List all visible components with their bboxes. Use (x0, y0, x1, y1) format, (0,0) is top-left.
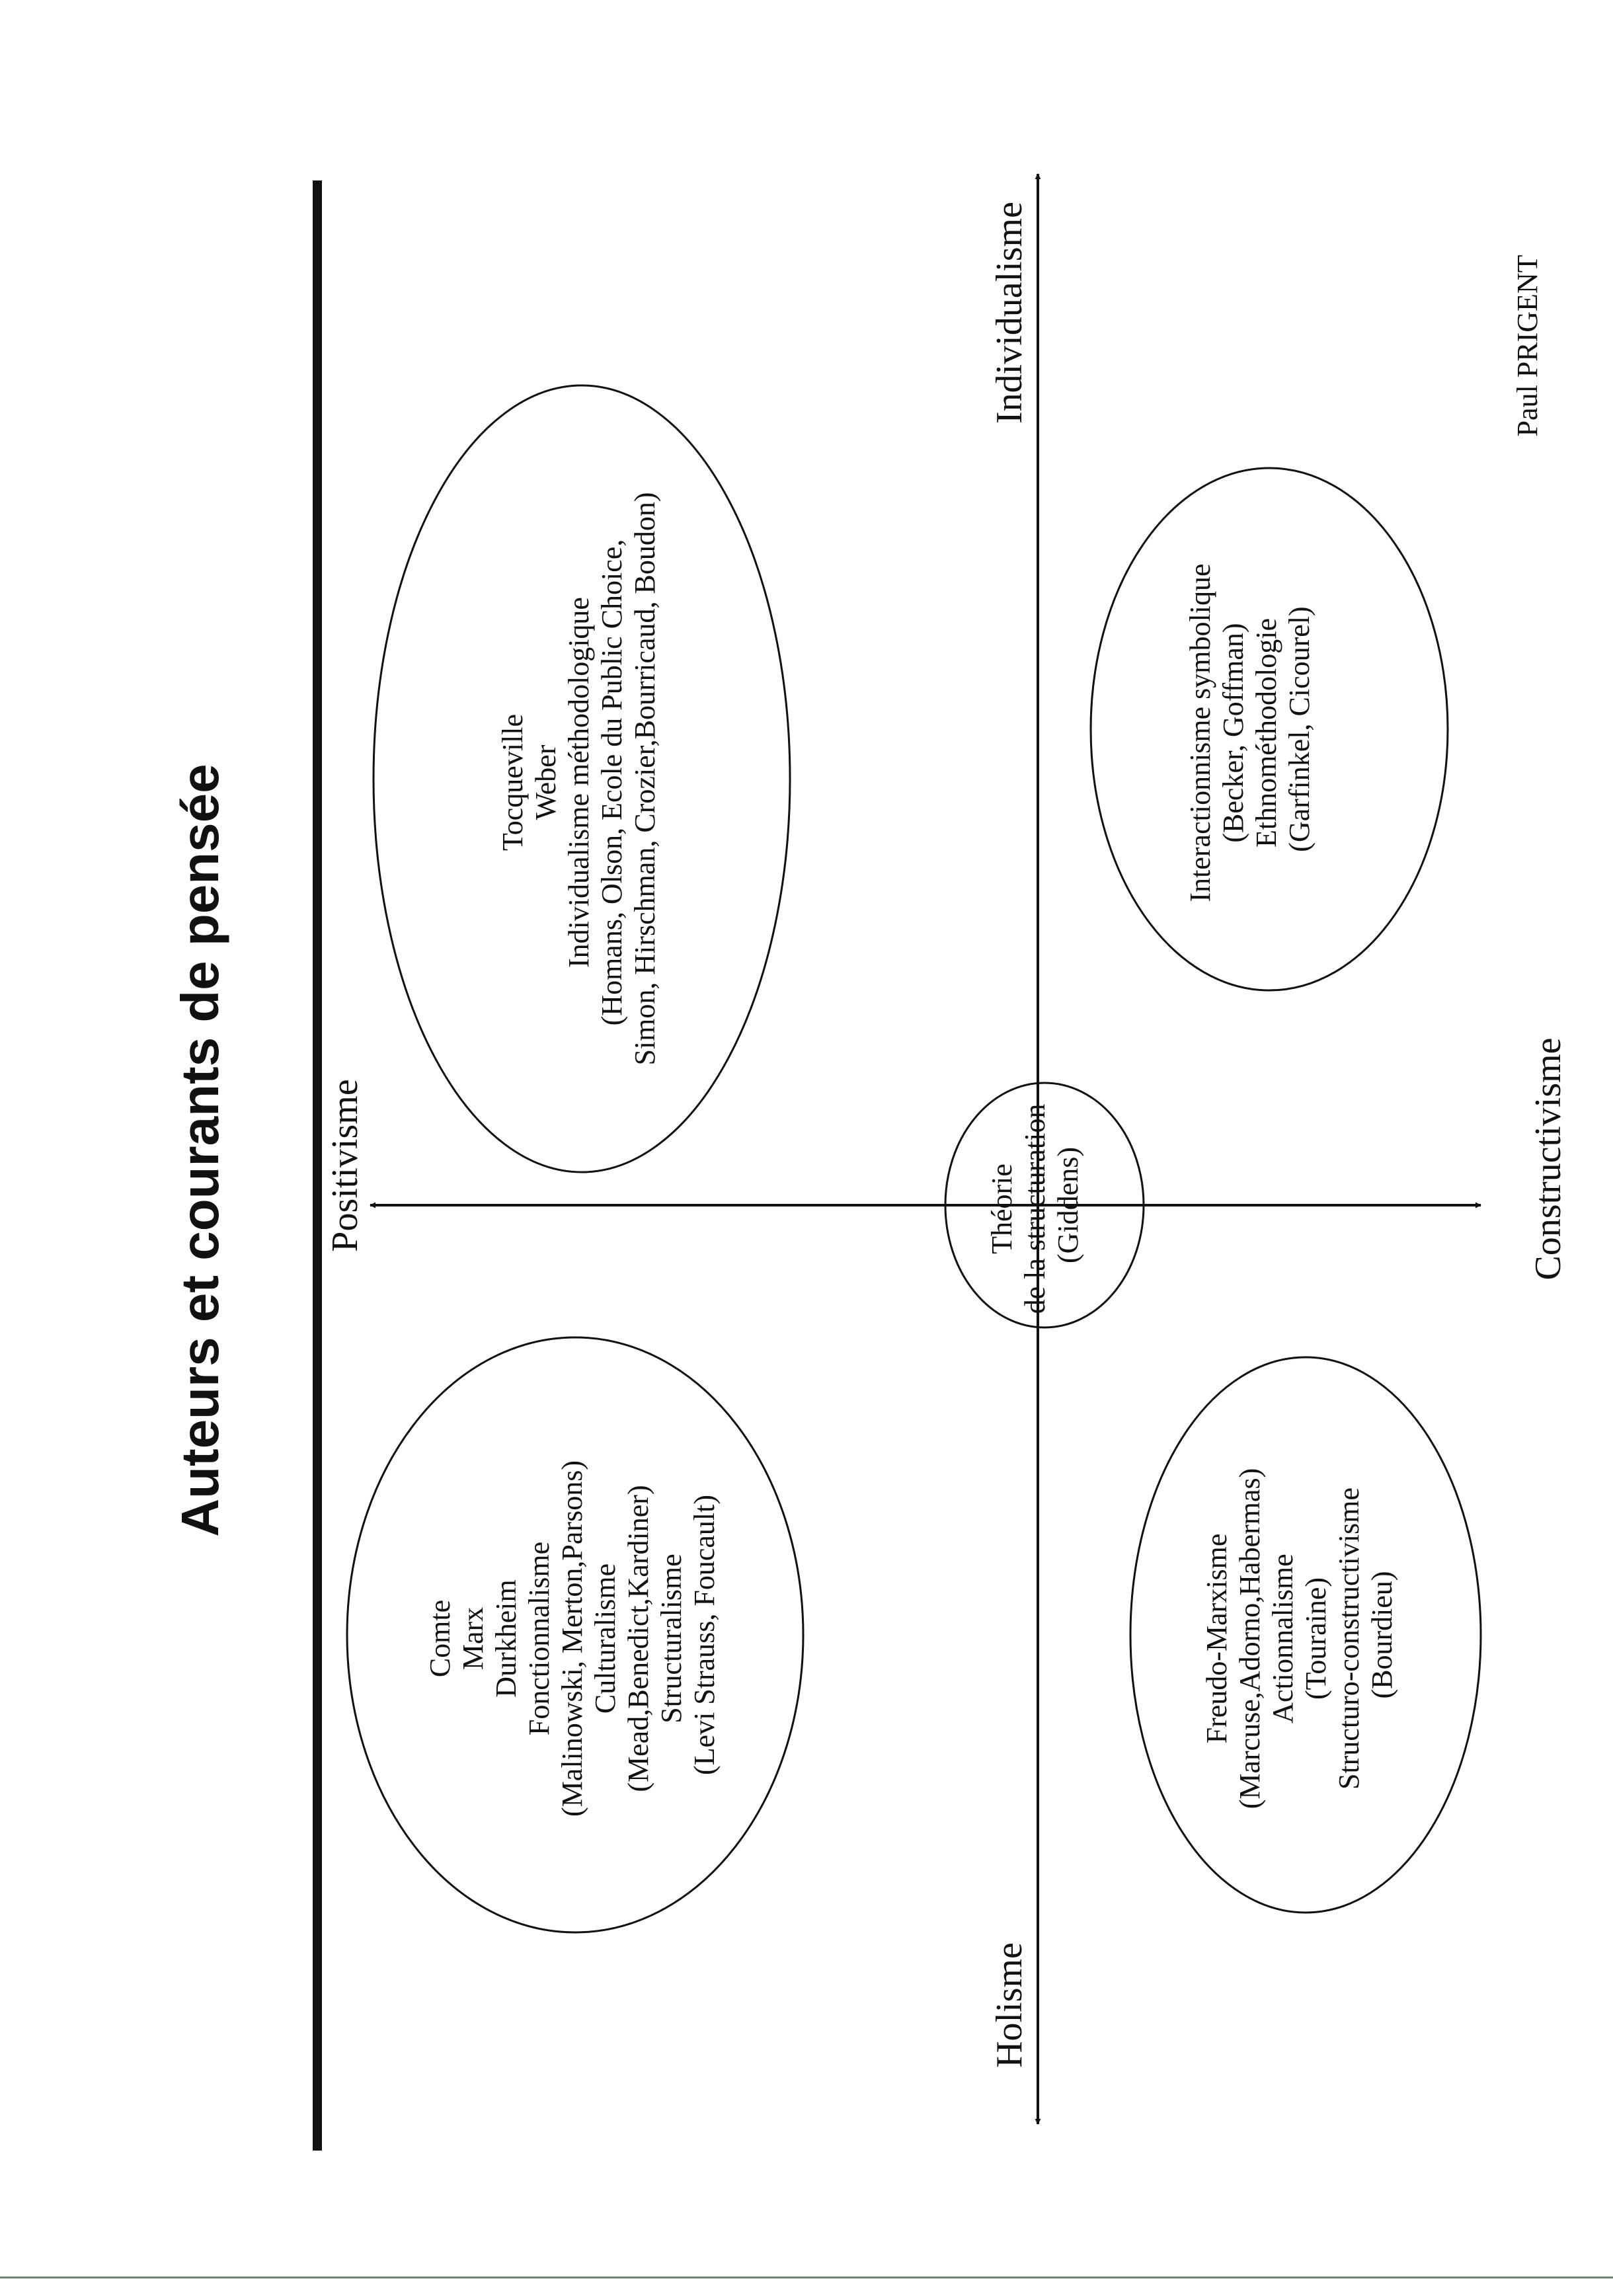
group-constructivism-individualism: Interactionnisme symbolique (Becker, Goffman) Ethnométhodologie (Garfinkel, Cicourel) (1184, 563, 1316, 902)
group-center: Théorie de la structuration (Giddens) (986, 1103, 1084, 1314)
axis-label-constructivisme: Constructivisme (1528, 1037, 1569, 1281)
page-title: Auteurs et courants de pensée (171, 764, 229, 1537)
rotated-diagram (171, 174, 1569, 2151)
axis-label-positivisme: Positivisme (325, 1079, 366, 1252)
axis-label-holisme: Holisme (989, 1942, 1030, 2068)
group-positivism-individualism: Tocqueville Weber Individualisme méthodologique (Homans, Olson, Ecole du Public Choice, Simon, Hirschman, Crozier,Bourricaud, Boudon) (496, 492, 661, 1066)
axis-label-individualisme: Individualisme (989, 202, 1030, 424)
group-constructivism-holism: Freudo-Marxisme (Marcuse,Adorno,Habermas) Actionnalisme (Touraine) Structuro-constructivisme (Bourdieu) (1200, 1468, 1398, 1809)
author-name: Paul PRIGENT (1511, 255, 1544, 437)
group-positivism-holism: Comte Marx Durkheim Fonctionnalisme (Malinowski, Merton,Parsons) Culturalisme (Mead,Benedict,Kardiner) Structuralisme (Levi Strauss, Foucault) (424, 1460, 721, 1817)
